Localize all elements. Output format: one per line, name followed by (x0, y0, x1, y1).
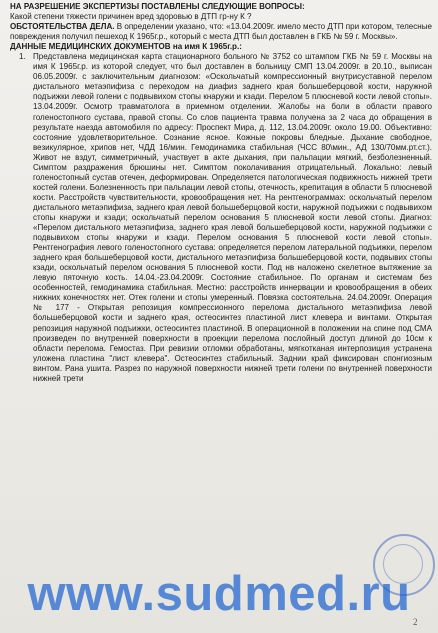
expert-question: Какой степени тяжести причинен вред здоровью в ДТП гр-ну К ? (10, 12, 252, 22)
document-body (7, 2, 432, 384)
medical-record-item (7, 52, 432, 384)
official-stamp (373, 534, 435, 596)
circumstances-label: ОБСТОЯТЕЛЬСТВА ДЕЛА. (10, 22, 115, 32)
stamp-inner-ring (383, 544, 423, 584)
medical-record-text: Представлена медицинская карта стационарного больного № 3752 со штампом ГКБ № 59 г. Москвы на имя К 1965г.р. из которой следует, что был доставлен в больницу СМП 13.04.2009г. в 20.10., выписан 06.05.2009г. с заключительным диагнозом: «Оскольчатый компрессионный внутрисуставной перелом дистального метаэпифиза с переходом на диафиз заднего края большеберцовой кости, наружной подъижки левой голени с подвывихом стопы кнаружи и кзади. Перелом 5 плюсневой кости левой стопы». 13.04.2009г. Осмотр травматолога в приемном отделении. Жалобы на боли в области правого голеностопного сустава, правой стопы. Со слов пациента травма получена за 2 часа до обращения в результате наезда автомобиля по адресу: Проспект Мира, д. 112, 13.04.2009г. около 19.00. Объективно: состояние удовлетворительное. Сознание ясное. Кожные покровы бледные. Дыхание свободное, везикулярное, хрипов нет, ЧДД 16/мин. Гемодинамика стабильная (ЧСС 80\мин., АД 130/70мм.рт.ст.). Живот не вздут, симметричный, участвует в акте дыхания, при пальпации мягкий, безболезненный. Симптом раздражения брюшины нет. Симптом поколачивания отрицательный. Локально: левый голеностопный сустав отечен, деформирован. Определяется патологическая подвижность нижней трети костей голени. Болезненность при пальпации левой стопы, отечность, крепитация в области 5 плюсневой кости. Расстройств чувствительности, кровообращения нет. На рентгенограммах: оскольчатый перелом дистального метаэпифиза, заднего края левой большеберцовой кости, наружной подъижки с подвывихом стопы кнаружи и кзади; оскольчатый перелом основания 5 плюсневой кости левой стопы. Диагноз: «Перелом дистального метаэпифиза, заднего края левой большеберцовой кости, наружной подъижки с подвывихом стопы кнаружи и кзади. Перелом основания 5 плюсневой кости левой стопы». Рентгенография левого голеностопного сустава: определяется перелом латеральной подъижки, перелом заднего края большеберцовой кости, дистального метаэпифиза большеберцовой кости, подвывих стопы кзади, оскольчатый перелом основания 5 плюсневой кости. Под нв наложено скелетное вытяжение за левую пяточную кость. 14.04.-23.04.2009г. Состояние стабильное. По органам и системам без особенностей, гемодинамика стабильная. Местно: расстройств иннервации и кровообращения в обеих нижних конечностях нет. Отек голени и стопы умеренный. Повязка состоятельна. 24.04.2009г. Операция № 177 - Открытая репозиция компрессионного перелома дистального метаэпифиза левой большеберцовой кости и заднего края, остеосинтез пластиной лист клевера и винтами. Открытая репозиция наружной подъижки, остеосинтез пластиной. В операционной в положении на спине под СМА произведен по внутренней поверхности в проекции перелома послойный доступ длиной до 10см к области перелома. Гемостаз. При ревизии отломки обработаны, мягкотканая интерпозиция устранена уложена пластина "лист клевера". Остеосинтез стабильный. Заднии край фиксирован спонгиозным винтом. Рана ушита. Разрез по наружной поверхности нижней трети голени по внутренней поверхности нижней трети (33, 52, 432, 383)
medical-documents-heading: ДАННЫЕ МЕДИЦИНСКИХ ДОКУМЕНТОВ на имя К 1965г.р.: (10, 42, 242, 52)
page-number: 2 (413, 617, 418, 627)
circumstances-paragraph (7, 22, 432, 42)
questions-heading: НА РАЗРЕШЕНИЕ ЭКСПЕРТИЗЫ ПОСТАВЛЕНЫ СЛЕДУЮЩИЕ ВОПРОСЫ: (10, 2, 305, 11)
site-watermark: www.sudmed.ru (27, 567, 411, 621)
item-number: 1. (19, 52, 26, 62)
circumstances-text: В определении указано, что: «13.04.2009г. имело место ДТП при котором, телесные повреждения получил пешеход К 1965г.р., который с места ДТП был доставлен в ГКБ № 59 г. Москвы». (10, 22, 432, 42)
